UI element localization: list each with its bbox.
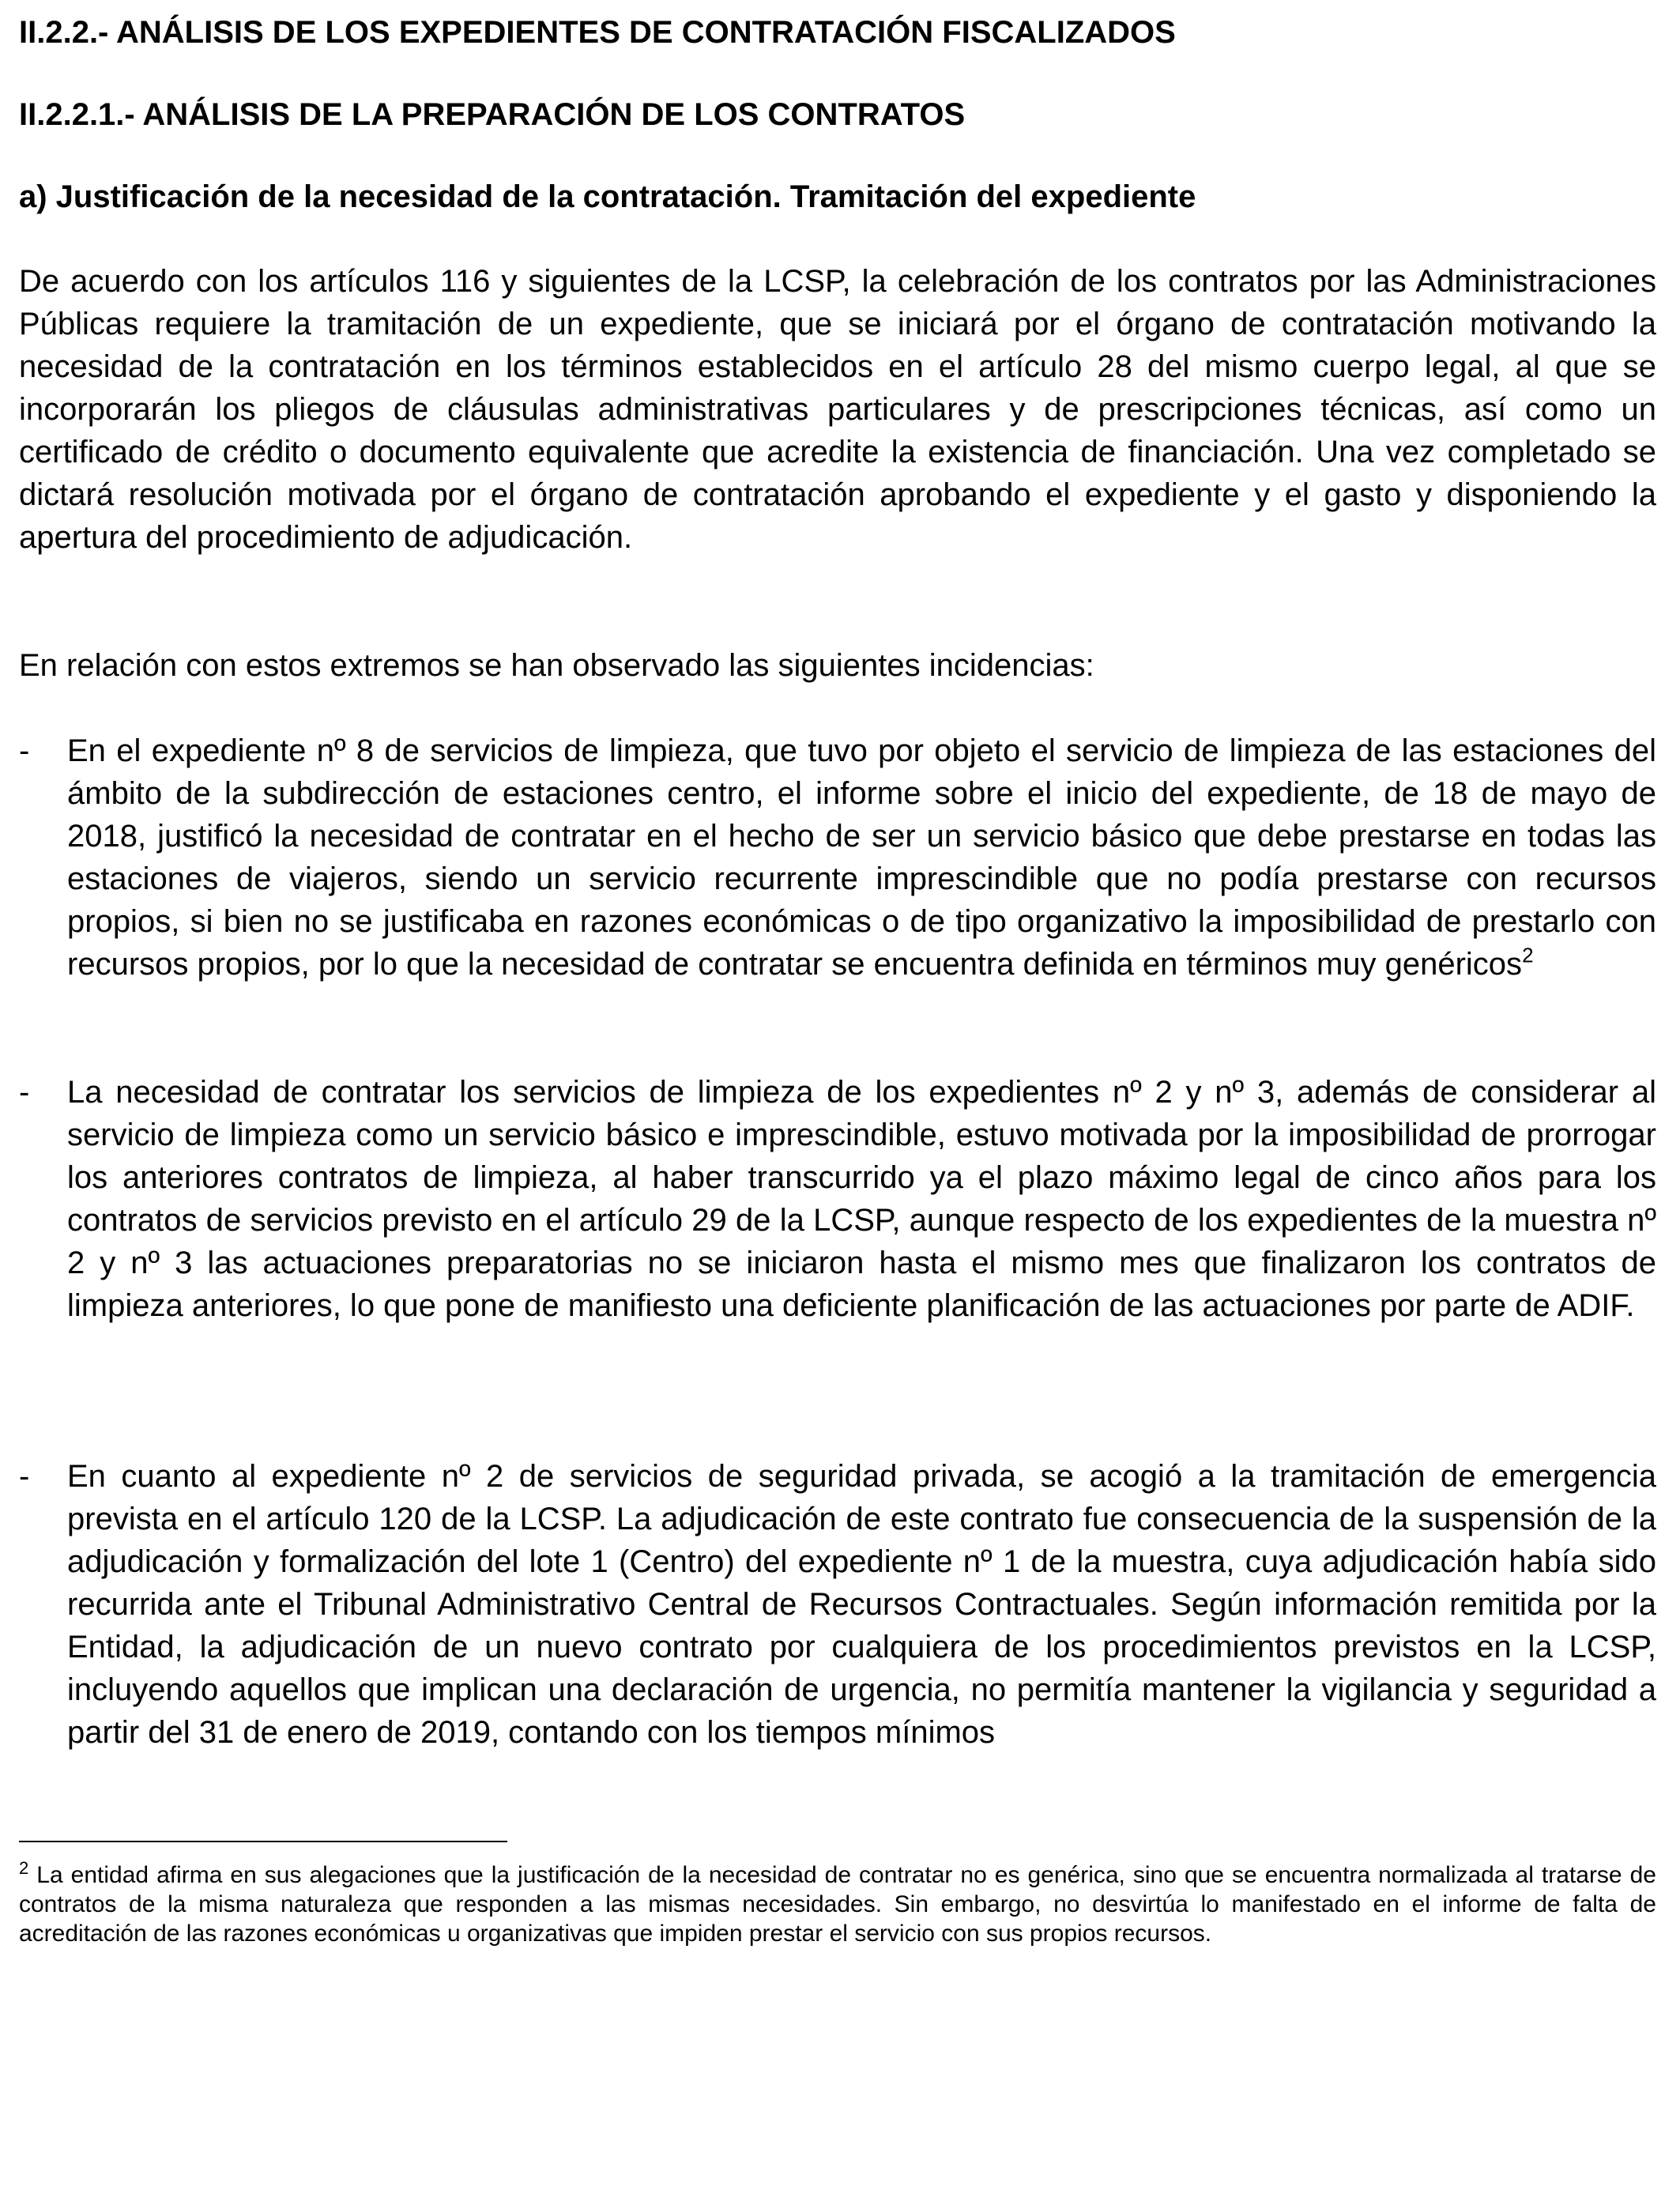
subsection-heading: II.2.2.1.- ANÁLISIS DE LA PREPARACIÓN DE LOS CONTRATOS	[19, 97, 966, 132]
section-heading: II.2.2.- ANÁLISIS DE LOS EXPEDIENTES DE CONTRATACIÓN FISCALIZADOS	[19, 15, 1176, 50]
list-item-text: La necesidad de contratar los servicios de limpieza de los expedientes nº 2 y nº 3, además de considerar al servicio de limpieza como un servicio básico e imprescindible, estuvo motivada por la imposibilidad de prorrogar los anteriores contratos de limpieza, al haber transcurrido ya el plazo máximo legal de cinco años para los contratos de servicios previsto en el artículo 29 de la LCSP, aunque respecto de los expedientes de la muestra nº 2 y nº 3 las actuaciones preparatorias no se iniciaron hasta el mismo mes que finalizaron los contratos de limpieza anteriores, lo que pone de manifiesto una deficiente planificación de las actuaciones por parte de ADIF.	[67, 1075, 1656, 1323]
footnote-reference: 2	[1522, 943, 1534, 967]
list-item-text: En cuanto al expediente nº 2 de servicios de seguridad privada, se acogió a la tramitación de emergencia prevista en el artículo 120 de la LCSP. La adjudicación de este contrato fue consecuencia de la suspensión de la adjudicación y formalización del lote 1 (Centro) del expediente nº 1 de la muestra, cuya adjudicación había sido recurrida ante el Tribunal Administrativo Central de Recursos Contractuales. Según información remitida por la Entidad, la adjudicación de un nuevo contrato por cualquiera de los procedimientos previstos en la LCSP, incluyendo aquellos que implican una declaración de urgencia, no permitía mantener la vigilancia y seguridad a partir del 31 de enero de 2019, contando con los tiempos mínimos	[67, 1459, 1656, 1750]
subheading: a) Justificación de la necesidad de la contratación. Tramitación del expediente	[19, 179, 1196, 214]
list-marker: -	[19, 1075, 30, 1110]
footnote	[19, 1860, 1656, 1948]
list-item-body: En el expediente nº 8 de servicios de limpieza, que tuvo por objeto el servicio de limpieza de las estaciones del ámbito de la subdirección de estaciones centro, el informe sobre el inicio del expediente, de 18 de mayo de 2018, justificó la necesidad de contratar en el hecho de ser un servicio básico que debe prestarse en todas las estaciones de viajeros, siendo un servicio recurrente imprescindible que no podía prestarse con recursos propios, si bien no se justificaba en razones económicas o de tipo organizativo la imposibilidad de prestarlo con recursos propios, por lo que la necesidad de contratar se encuentra definida en términos muy genéricos	[67, 733, 1656, 982]
footnote-number: 2	[19, 1858, 29, 1878]
footnote-separator	[19, 1841, 507, 1842]
footnote-text: La entidad afirma en sus alegaciones que la justificación de la necesidad de contratar no es genérica, sino que se encuentra normalizada al tratarse de contratos de la misma naturaleza que responden a las mismas necesidades. Sin embargo, no desvirtúa lo manifestado en el informe de falta de acreditación de las razones económicas u organizativas que impiden prestar el servicio con sus propios recursos.	[19, 1862, 1656, 1947]
intro-paragraph: De acuerdo con los artículos 116 y siguientes de la LCSP, la celebración de los contratos por las Administraciones Públicas requiere la tramitación de un expediente, que se iniciará por el órgano de contratación motivando la necesidad de la contratación en los términos establecidos en el artículo 28 del mismo cuerpo legal, al que se incorporarán los pliegos de cláusulas administrativas particulares y de prescripciones técnicas, así como un certificado de crédito o documento equivalente que acredite la existencia de financiación. Una vez completado se dictará resolución motivada por el órgano de contratación aprobando el expediente y el gasto y disponiendo la apertura del procedimiento de adjudicación.	[19, 264, 1656, 555]
list-marker: -	[19, 1459, 30, 1494]
document-page	[19, 0, 1656, 2194]
incidencias-intro: En relación con estos extremos se han observado las siguientes incidencias:	[19, 648, 1094, 683]
list-marker: -	[19, 733, 30, 768]
list-item-text	[67, 729, 1656, 986]
